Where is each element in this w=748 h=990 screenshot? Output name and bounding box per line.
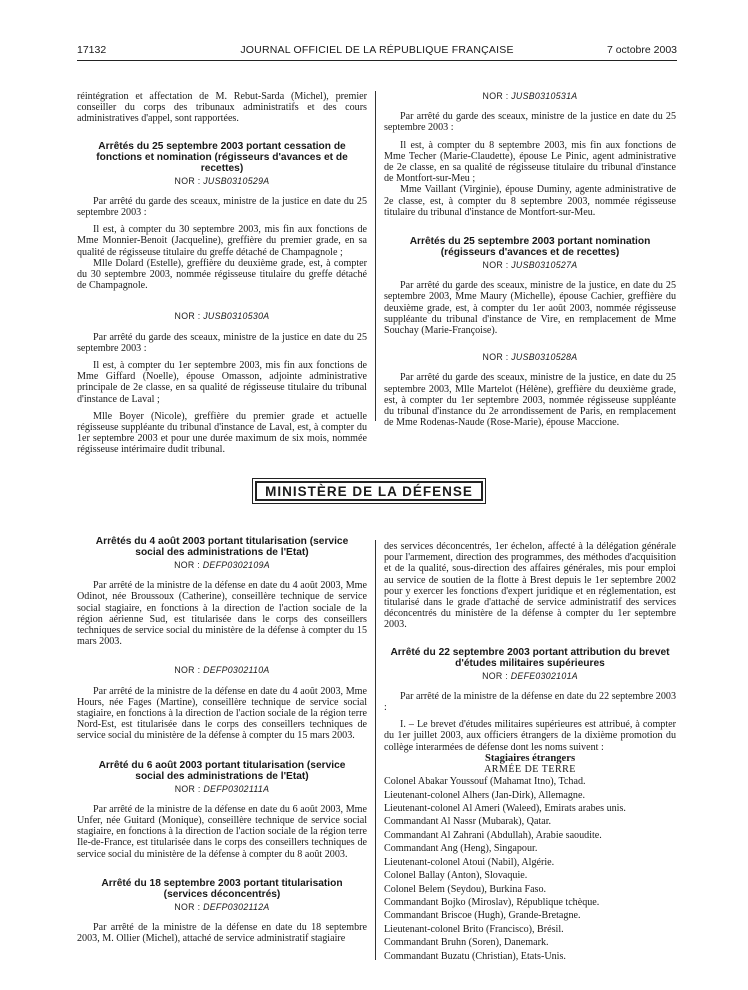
page-number: 17132 <box>77 44 107 56</box>
paragraph: Il est, à compter du 8 septembre 2003, mis fin aux fonctions de Mme Techer (Marie-Claudette), épouse Le Pinic, agent administrative de 2e classe, en sa qualité de régisseuse titulaire du tribunal d'instance de Montfort-sur-Meu ; <box>384 139 676 185</box>
paragraph: Par arrêté de la ministre de la défense en date du 4 août 2003, Mme Odinot, née Broussoux (Catherine), conseillère technique de service social stagiaire, en fonctions à la direction de l'action sociale de la région aérienne Sud, est titularisée dans le corps des conseillers techniques de service social du ministère de la défense à compter du 15 mars 2003. <box>77 580 367 648</box>
ministry-title: MINISTÈRE DE LA DÉFENSE <box>255 481 483 501</box>
nor-reference: NOR : DEFP0302109A <box>174 560 270 570</box>
section-title: Arrêté du 6 août 2003 portant titularisation (service social des administrations de l'Etat) <box>98 759 346 782</box>
list-item: Commandant Buzatu (Christian), Etats-Unis. <box>384 950 566 962</box>
list-item: Colonel Abakar Youssouf (Mahamat Itno), Tchad. <box>384 776 586 788</box>
section-title: Arrêtés du 25 septembre 2003 portant cessation de fonctions et nomination (régisseurs d'avances et de recettes) <box>96 140 348 174</box>
paragraph: Il est, à compter du 1er septembre 2003, mis fin aux fonctions de Mme Giffard (Noelle), épouse Omasson, adjointe administrative principale de 2e classe, en sa qualité de régisseuse titulaire du tribunal d'instance de Laval ; <box>77 360 367 405</box>
paragraph: Mme Vaillant (Virginie), épouse Duminy, agente administrative de 2e classe, est, à compter du 8 septembre 2003, nommée régisseuse titulaire du tribunal d'instance de Montfort-sur-Meu. <box>384 184 676 218</box>
paragraph: Mlle Boyer (Nicole), greffière du premier grade et actuelle régisseuse suppléante du tribunal d'instance de Laval, est, à compter du 1er septembre 2003 et pour une durée maximum de six mois, nommée régisseuse intérimaire dudit tribunal. <box>77 410 367 456</box>
upper-right-column <box>384 91 676 428</box>
paragraph: Par arrêté de la ministre de la défense en date du 18 septembre 2003, M. Ollier (Michel), attaché de service administratif stagiaire <box>77 922 367 945</box>
nor-reference: NOR : DEFE0302101A <box>482 670 578 681</box>
list-item: Lieutenant-colonel Alhers (Jan-Dirk), Allemagne. <box>384 789 585 801</box>
list-item: Commandant Briscoe (Hugh), Grande-Bretagne. <box>384 910 581 922</box>
section-title: Arrêté du 22 septembre 2003 portant attribution du brevet d'études militaires supérieures <box>390 646 670 669</box>
list-item: Lieutenant-colonel Brito (Francisco), Brésil. <box>384 923 564 935</box>
column-divider <box>375 91 376 421</box>
lower-right-column <box>384 541 676 963</box>
paragraph: Par arrêté du garde des sceaux, ministre de la justice, en date du 25 septembre 2003, Mlle Martelot (Hélène), greffière du deuxième grade, est, à compter du 1er septembre 2003, nommée régisseuse suppléante du tribunal d'instance du 2e arrondissement de Paris, en remplacement de Mme Rodenas-Naude (Rose-Marie), épouse Maccione. <box>384 372 676 429</box>
list-item: Commandant Bojko (Miroslav), République tchèque. <box>384 896 600 908</box>
nor-reference: NOR : JUSB0310528A <box>482 352 578 363</box>
list-item: Commandant Ang (Heng), Singapour. <box>384 843 538 855</box>
nor-reference: NOR : JUSB0310530A <box>174 311 270 322</box>
nor-reference: NOR : JUSB0310527A <box>482 260 578 271</box>
upper-left-column <box>77 91 367 456</box>
paragraph: Par arrêté du garde des sceaux, ministre de la justice, en date du 25 septembre 2003, Mme Maury (Michelle), épouse Cachier, greffière du deuxième grade, est, à compter du 1er août 2003, nommée régisseuse suppléante du tribunal d'instance de Vire, en remplacement de Mme Souchay (Marie-Françoise). <box>384 280 676 337</box>
paragraph: Par arrêté de la ministre de la défense en date du 22 septembre 2003 : <box>384 690 676 714</box>
section-title: Arrêtés du 25 septembre 2003 portant nomination (régisseurs d'avances et de recettes) <box>409 236 651 259</box>
army-heading: ARMÉE DE TERRE <box>484 764 576 776</box>
column-divider <box>375 540 376 960</box>
list-item: Commandant Al Nassr (Mubarak), Qatar. <box>384 816 552 828</box>
nor-reference: NOR : DEFP0302112A <box>174 901 270 912</box>
nor-reference: NOR : DEFP0302111A <box>174 783 270 794</box>
issue-date: 7 octobre 2003 <box>606 44 677 56</box>
paragraph: réintégration et affectation de M. Rebut-Sarda (Michel), premier conseiller du corps des tribunaux administratifs et des cours administratives d'appel, sont rapportées. <box>77 91 367 125</box>
paragraph: des services déconcentrés, 1er échelon, affecté à la délégation générale pour l'armement, direction des programmes, des méthodes d'acquisition et de la qualité, sous-direction des affaires générales, mis pour emploi au service de soutien de la flotte à Brest depuis le 1er septembre 2002 pour y exercer les fonctions d'expert juridique et en réglementation, est titularisé dans le grade d'attaché de service administratif des services déconcentrés du ministère de la défense à compter du 1er septembre 2003. <box>384 541 676 631</box>
list-item: Colonel Ballay (Anton), Slovaquie. <box>384 870 528 882</box>
list-item: Commandant Al Zahrani (Abdullah), Arabie saoudite. <box>384 829 602 841</box>
list-item: Commandant Bruhn (Soren), Danemark. <box>384 937 549 949</box>
nor-reference: NOR : JUSB0310531A <box>482 91 578 101</box>
paragraph: Par arrêté du garde des sceaux, ministre de la justice en date du 25 septembre 2003 : <box>77 331 367 354</box>
list-item: Colonel Belem (Seydou), Burkina Faso. <box>384 883 547 895</box>
paragraph: Par arrêté du garde des sceaux, ministre de la justice en date du 25 septembre 2003 : <box>384 111 676 134</box>
paragraph: Par arrêté de la ministre de la défense en date du 4 août 2003, Mme Hours, née Fages (Martine), conseillère technique de service social stagiaire, en fonctions à la direction de l'action sociale de la région terre Nord-Est, est titularisée dans le corps des conseillers techniques de service social du ministère de la défense à compter du 15 mars 2003. <box>77 685 367 742</box>
paragraph: Par arrêté du garde des sceaux, ministre de la justice en date du 25 septembre 2003 : <box>77 195 367 219</box>
journal-title: JOURNAL OFFICIEL DE LA RÉPUBLIQUE FRANÇAISE <box>240 44 514 56</box>
paragraph: I. – Le brevet d'études militaires supérieures est attribué, à compter du 1er juillet 2003, aux officiers étrangers de la dixième promotion du collège interarmées de défense dont les noms suivent : <box>384 719 676 753</box>
list-item: Lieutenant-colonel Atoui (Nabil), Algérie. <box>384 856 555 868</box>
nor-reference: NOR : JUSB0310529A <box>174 175 270 186</box>
list-item: Lieutenant-colonel Al Ameri (Waleed), Emirats arabes unis. <box>384 803 626 815</box>
paragraph: Par arrêté de la ministre de la défense en date du 6 août 2003, Mme Unfer, née Guitard (Monique), conseillère technique de service social stagiaire, en fonctions à la direction de l'action sociale de la région terre Ile-de-France, est titularisée dans le corps des conseillers techniques de service social du ministère de la défense à compter du 8 août 2003. <box>77 803 367 860</box>
nor-reference: NOR : DEFP0302110A <box>174 665 270 676</box>
ministry-banner <box>252 478 486 504</box>
lower-left-column <box>77 524 367 944</box>
header-rule <box>77 60 677 61</box>
paragraph: Il est, à compter du 30 septembre 2003, mis fin aux fonctions de Mme Monnier-Benoit (Jacqueline), greffière du premier grade, en sa qualité de régisseuse titulaire du greffe détaché de Champagnole ; <box>77 224 367 258</box>
section-title: Arrêtés du 4 août 2003 portant titularisation (service social des administrations de l'Etat) <box>95 536 349 558</box>
officer-list <box>384 775 676 963</box>
page-header <box>77 44 677 58</box>
section-title: Arrêté du 18 septembre 2003 portant titularisation (services déconcentrés) <box>101 877 343 900</box>
subheading: Stagiaires étrangers <box>484 752 576 764</box>
paragraph: Mlle Dolard (Estelle), greffière du deuxième grade, est, à compter du 30 septembre 2003, nommée régisseuse titulaire du greffe détaché de Champagnole. <box>77 257 367 292</box>
